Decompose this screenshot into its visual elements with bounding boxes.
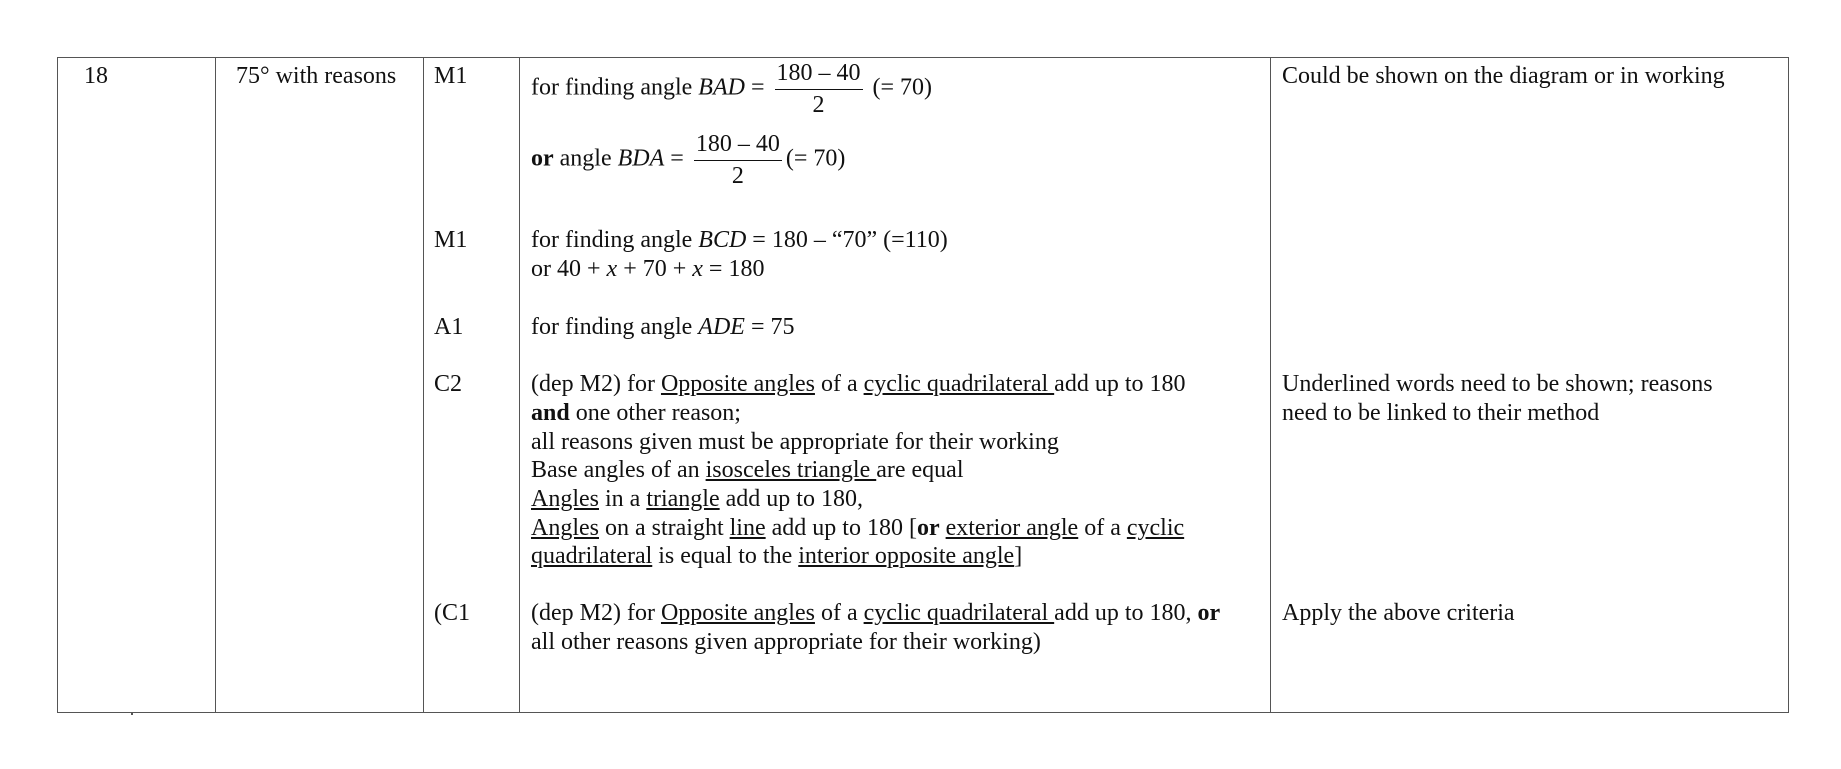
note-underlined-line-1: Underlined words need to be shown; reasons [1282,371,1713,397]
note-underlined-line-2: need to be linked to their method [1282,400,1600,426]
c2-line-7: quadrilateral is equal to the interior opposite angle] [531,543,1023,569]
mark-scheme-table [57,57,1789,713]
c2-line-2: and one other reason; [531,400,741,426]
answer-column [215,58,424,712]
mark-c1: (C1 [434,600,470,626]
c1-line-2: all other reasons given appropriate for their working) [531,629,1041,655]
mark-c2: C2 [434,371,463,397]
mark-m1-second: M1 [434,227,468,253]
fraction-bda: $\frac{180 - 40}{2}$ [695,131,780,189]
stray-mark [131,713,133,715]
m1-bda-line: or angle BDA = $\frac{180 - 40}{2}$ (= 70) [531,131,846,189]
m1-bad-line: for finding angle BAD = $\frac{180 - 40}{2}$ (= 70) [531,60,933,118]
fraction-bad: $\frac{180 - 40}{2}$ [776,60,861,118]
c2-line-1: (dep M2) for Opposite angles of a cyclic quadrilateral add up to 180 [531,371,1186,397]
note-apply-criteria: Apply the above criteria [1282,600,1515,626]
mark-a1: A1 [434,314,464,340]
note-diagram: Could be shown on the diagram or in working [1282,63,1725,89]
a1-ade-line: for finding angle ADE = 75 [531,314,795,340]
c2-line-3: all reasons given must be appropriate for their working [531,429,1059,455]
question-column [58,58,215,712]
m1-equation-line: or 40 + x + 70 + x = 180 [531,256,765,282]
c2-line-6: Angles on a straight line add up to 180 [or exterior angle of a cyclic [531,515,1185,541]
c1-line-1: (dep M2) for Opposite angles of a cyclic quadrilateral add up to 180, or [531,600,1221,626]
c2-line-4: Base angles of an isosceles triangle are equal [531,457,964,483]
c2-line-5: Angles in a triangle add up to 180, [531,486,863,512]
answer-text: 75° with reasons [236,63,397,89]
m1-bcd-line: for finding angle BCD = 180 – “70” (=110) [531,227,948,253]
question-number: 18 [84,63,108,89]
mark-m1-first: M1 [434,63,468,89]
